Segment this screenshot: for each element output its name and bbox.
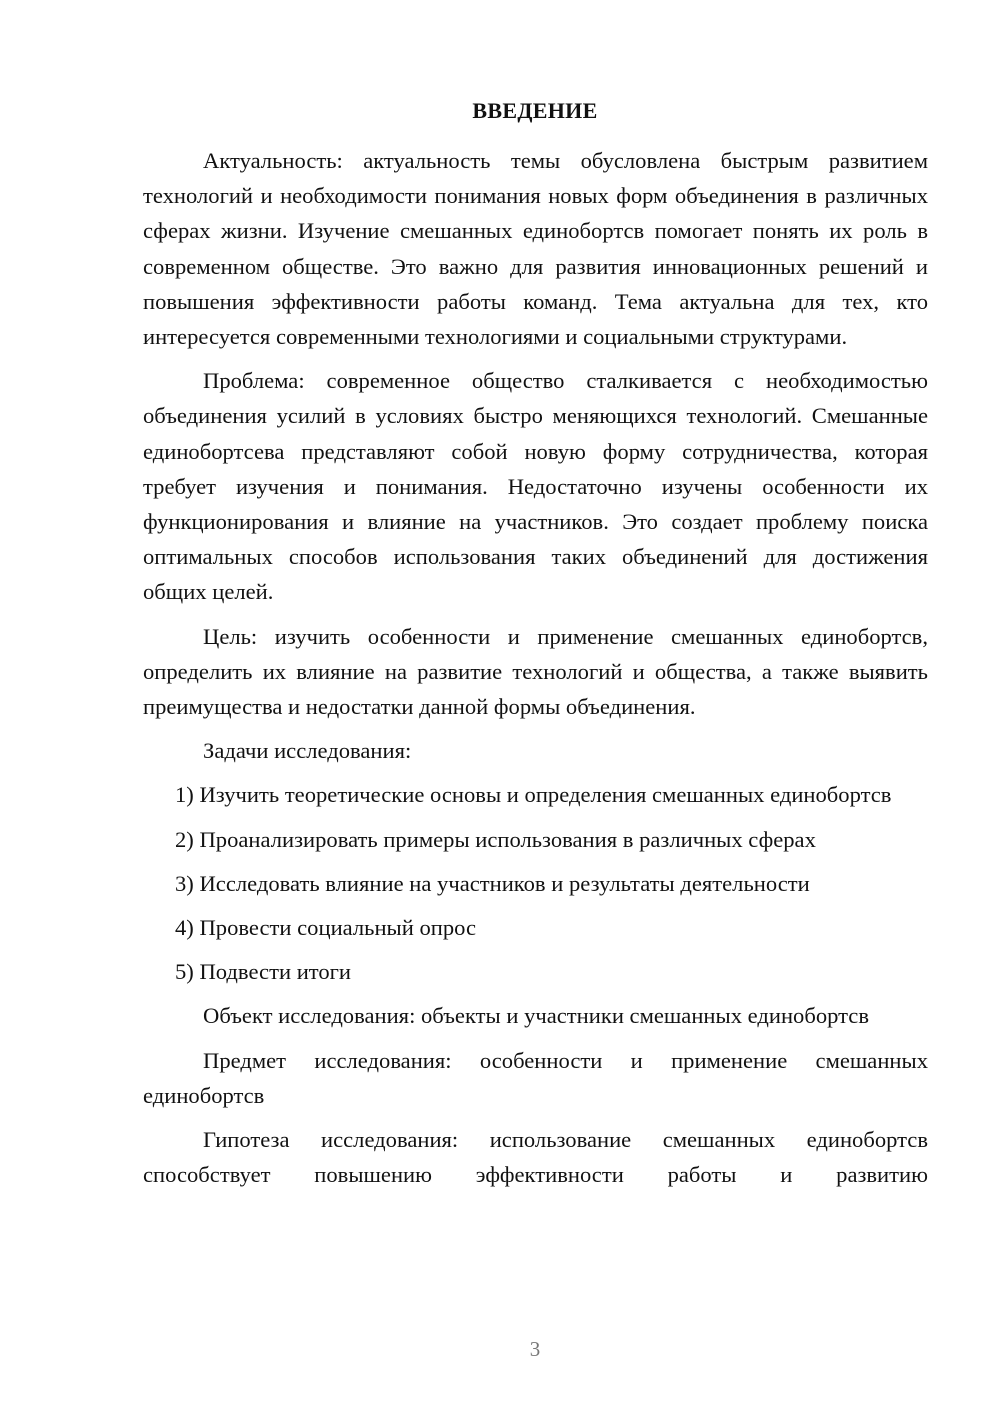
task-item-2: 2) Проанализировать примеры использования в различных сферах bbox=[175, 826, 816, 852]
task-item-5: 5) Подвести итоги bbox=[175, 959, 352, 985]
page-title: ВВЕДЕНИЕ bbox=[472, 98, 598, 123]
tasks-heading: Задачи исследования: bbox=[203, 738, 412, 764]
research-object-paragraph: Объект исследования: объекты и участники смешанных единобортсв bbox=[203, 1003, 869, 1029]
problem-paragraph: Проблема: современное общество сталкивается с необходимостью объединения усилий в условиях быстро меняющихся технологий. Смешанные единобортсева представляют собой новую форму сотрудничества, которая требует изучения и понимания. Недостаточно изучены особенности их функционирования и влияние на участников. Это создает проблему поиска оптимальных способов использования таких объединений для достижения общих целей. bbox=[143, 368, 928, 605]
document-body bbox=[143, 143, 928, 1201]
page-number: 3 bbox=[529, 1337, 541, 1361]
relevance-paragraph: Актуальность: актуальность темы обусловлена быстрым развитием технологий и необходимости понимания новых форм объединения в различных сферах жизни. Изучение смешанных единобортсв помогает понять их роль в современном обществе. Это важно для развития инновационных решений и повышения эффективности работы команд. Тема актуальна для тех, кто интересуется современными технологиями и социальными структурами. bbox=[143, 148, 928, 350]
hypothesis-paragraph: Гипотеза исследования: использование смешанных единобортсв способствует повышению эффективности работы и развитию bbox=[143, 1127, 928, 1188]
task-item-3: 3) Исследовать влияние на участников и результаты деятельности bbox=[175, 870, 810, 896]
task-item-1: 1) Изучить теоретические основы и определения смешанных единобортсв bbox=[175, 782, 892, 808]
goal-paragraph: Цель: изучить особенности и применение смешанных единобортсв, определить их влияние на развитие технологий и общества, а также выявить преимущества и недостатки данной формы объединения. bbox=[143, 623, 928, 720]
task-item-4: 4) Провести социальный опрос bbox=[175, 915, 477, 941]
research-subject-paragraph: Предмет исследования: особенности и применение смешанных единобортсв bbox=[143, 1047, 928, 1108]
